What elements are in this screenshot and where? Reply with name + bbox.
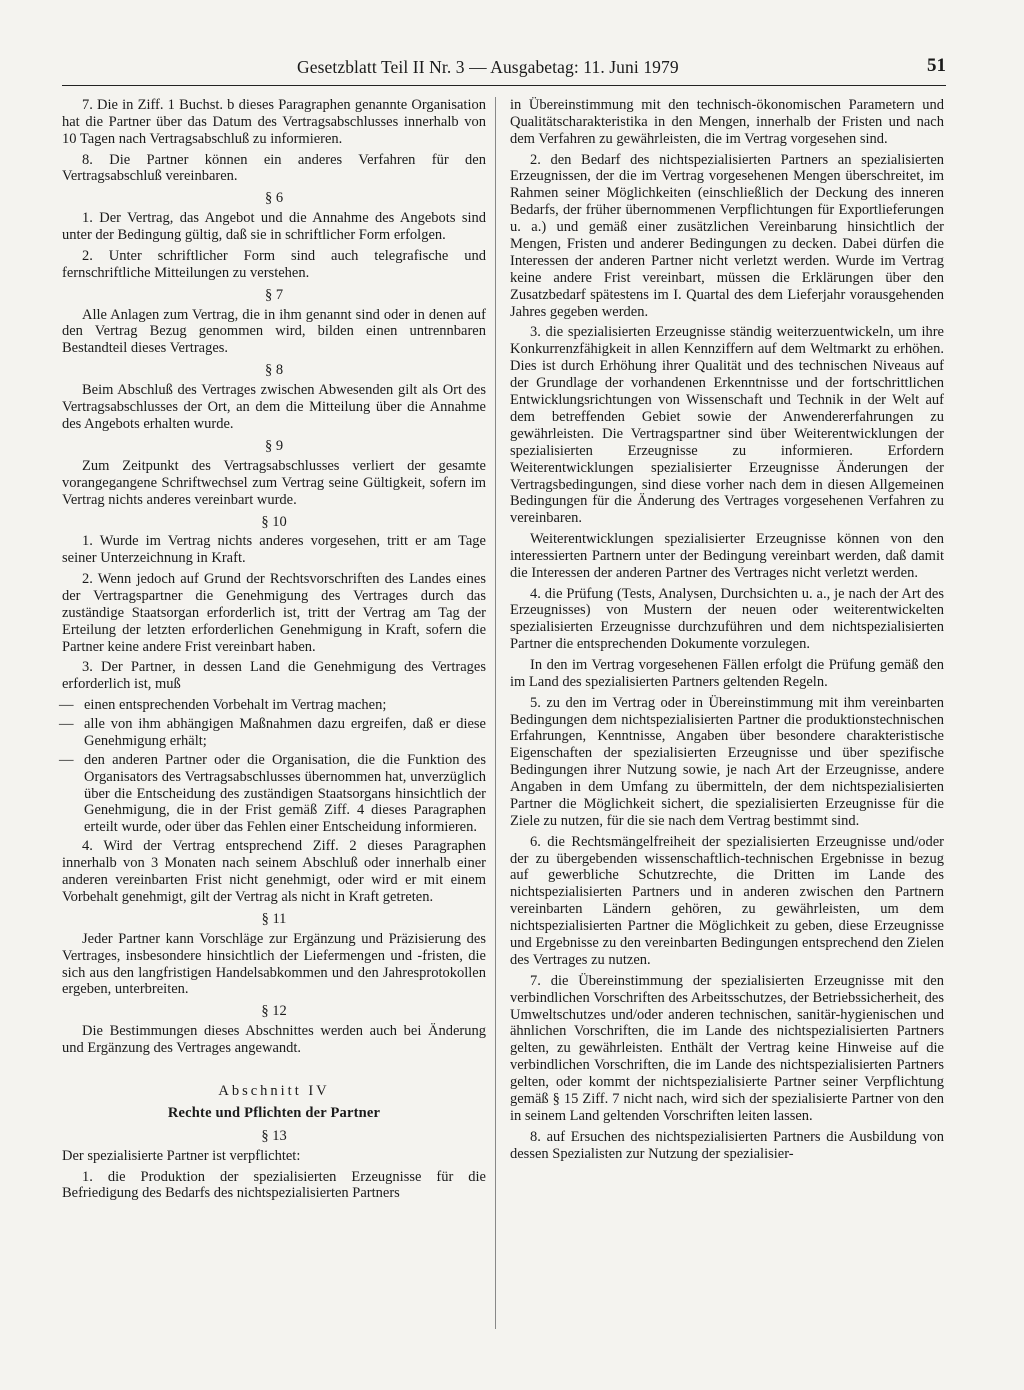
header-title: Gesetzblatt Teil II Nr. 3 — Ausgabetag: 11. Juni 1979 bbox=[297, 57, 679, 77]
section-heading-7: § 7 bbox=[264, 286, 284, 303]
list-item bbox=[59, 751, 486, 837]
paragraph: 4. die Prüfung (Tests, Analysen, Durchsichten u. a., je nach der Art des Erzeugnisses) von Mustern der neuen oder weiterentwickelten spezialisierten Erzeugnisse durchzuführen und dem nichtspezialisierten Partner die entsprechenden Dokumente vorzulegen. bbox=[510, 585, 944, 653]
section-heading-9: § 9 bbox=[264, 437, 284, 454]
list-item-text: den anderen Partner oder die Organisation, die die Funktion des Organisators des Vertragsabschlusses übernommen hat, unverzüglich über die Entscheidung des zuständigen Staatsorgans hinsichtlich der Genehmigung, die in der Frist gemäß Ziff. 4 dieses Paragraphen erteilt wurde, oder über das Fehlen einer Entscheidung informieren. bbox=[84, 751, 486, 836]
dash-bullet: — bbox=[59, 715, 74, 732]
paragraph: Der spezialisierte Partner ist verpflichtet: bbox=[62, 1147, 301, 1164]
section-heading-11: § 11 bbox=[261, 910, 287, 927]
paragraph: 7. Die in Ziff. 1 Buchst. b dieses Paragraphen genannte Organisation hat die Partner über das Datum des Vertragsabschlusses innerhalb von 10 Tagen nach Vertragsabschluß zu informieren. bbox=[62, 97, 486, 147]
list-item-text: alle von ihm abhängigen Maßnahmen dazu ergreifen, daß er diese Genehmigung erhält; bbox=[84, 715, 486, 749]
chapter-heading: Abschnitt IV bbox=[218, 1083, 330, 1100]
left-column bbox=[59, 97, 486, 1206]
paragraph: 6. die Rechtsmängelfreiheit der spezialisierten Erzeugnisse und/oder der zu übergebenden wissenschaftlich-technischen Ergebnisse in bezug auf gewerbliche Schutzrechte, die Dritten im Lande des nichtspezialisierten Partners und in anderen zwischen den Partnern vereinbarten Ländern gehören, zu gewährleisten, um dem nichtspezialisierten Partner die Möglichkeit zu geben, diese Erzeugnisse und Ergebnisse zu den vereinbarten Bedingungen entsprechend den Zielen des Vertrages zu nutzen. bbox=[510, 833, 944, 968]
paragraph: 2. Unter schriftlicher Form sind auch telegrafische und fernschriftliche Mitteilungen zu verstehen. bbox=[62, 247, 486, 281]
section-heading-10: § 10 bbox=[261, 513, 287, 530]
paragraph: Alle Anlagen zum Vertrag, die in ihm genannt sind oder in denen auf den Vertrag Bezug genommen wird, bilden einen untrennbaren Bestandteil dieses Vertrages. bbox=[62, 306, 486, 357]
dash-bullet: — bbox=[59, 696, 74, 713]
paragraph: 2. den Bedarf des nichtspezialisierten Partners an spezialisierten Erzeugnissen, der die im Vertrag vorgesehenen Mengen überschreitet, im Rahmen seiner Möglichkeiten (einschließlich der Deckung des inneren Bedarfs, der früher übernommenen Verpflichtungen für Exportlieferungen u. a.) und gemäß einer zusätzlichen Vereinbarung hinsichtlich der Mengen, Fristen und anderer Bedingungen zu decken. Dabei dürfen die Interessen der anderen Partner nicht verletzt werden. Wurde im Vertrag keine andere Frist vereinbart, müssen die Erklärungen über den Zusatzbedarf spätestens im I. Quartal des dem Lieferjahr vorausgehenden Jahres gegeben werden. bbox=[510, 151, 944, 320]
paragraph: 5. zu den im Vertrag oder in Übereinstimmung mit ihm vereinbarten Bedingungen dem nichtspezialisierten Partner die produktionstechnischen Erfahrungen, Kenntnisse, Angaben über besondere charakteristische Eigenschaften der spezialisierten Erzeugnisse und über spezifische Bedingungen ihrer Nutzung sowie, je nach Art der Erzeugnisse, andere Angaben in dem Umfang zu übermitteln, der dem nichtspezialisierten Partner die Möglichkeit sichert, die spezialisierten Erzeugnisse für die Ziele zu nutzen, für die sie nach dem Vertrag bestimmt sind. bbox=[510, 694, 944, 829]
paragraph: 4. Wird der Vertrag entsprechend Ziff. 2 dieses Paragraphen innerhalb von 3 Monaten nach seinem Abschluß oder innerhalb einer anderen vereinbarten Frist nicht genehmigt, oder wird er mit einem Vorbehalt genehmigt, gilt der Vertrag als nicht in Kraft getreten. bbox=[62, 838, 486, 905]
chapter-title: Rechte und Pflichten der Partner bbox=[167, 1105, 381, 1122]
list-item-text: einen entsprechenden Vorbehalt im Vertrag machen; bbox=[84, 696, 387, 713]
section-heading-13: § 13 bbox=[261, 1127, 287, 1144]
section-heading-6: § 6 bbox=[264, 190, 284, 207]
list-item bbox=[59, 715, 486, 750]
paragraph: Jeder Partner kann Vorschläge zur Ergänzung und Präzisierung des Vertrages, insbesondere hinsichtlich der Liefermengen und -fristen, die sich aus den langfristigen Handelsabkommen und den Jahresprotokollen ergeben, unterbreiten. bbox=[62, 930, 486, 998]
section-heading-8: § 8 bbox=[264, 362, 284, 379]
paragraph: 1. die Produktion der spezialisierten Erzeugnisse für die Befriedigung des Bedarfs des nichtspezialisierten Partners bbox=[62, 1168, 486, 1202]
section-heading-12: § 12 bbox=[261, 1003, 287, 1020]
page-number: 51 bbox=[927, 55, 946, 76]
paragraph: 3. Der Partner, in dessen Land die Genehmigung des Vertrages erforderlich ist, muß bbox=[62, 659, 486, 693]
paragraph: In den im Vertrag vorgesehenen Fällen erfolgt die Prüfung gemäß den im Land des spezialisierten Partners geltenden Regeln. bbox=[510, 656, 944, 690]
paragraph: 8. Die Partner können ein anderes Verfahren für den Vertragsabschluß vereinbaren. bbox=[62, 151, 486, 185]
paragraph: Beim Abschluß des Vertrages zwischen Abwesenden gilt als Ort des Vertragsabschlusses der Ort, an dem die Mitteilung über die Annahme des Angebots erhalten wurde. bbox=[62, 382, 486, 432]
paragraph: 8. auf Ersuchen des nichtspezialisierten Partners die Ausbildung von dessen Spezialisten zur Nutzung der spezialisier- bbox=[510, 1128, 944, 1162]
list-item bbox=[59, 696, 486, 714]
dash-bullet: — bbox=[59, 751, 74, 768]
paragraph: 1. Wurde im Vertrag nichts anderes vorgesehen, tritt er am Tage seiner Unterzeichnung in Kraft. bbox=[62, 533, 486, 567]
paragraph: 2. Wenn jedoch auf Grund der Rechtsvorschriften des Landes eines der Vertragspartner die Genehmigung des Vertrages durch das zuständige Staatsorgan erforderlich ist, tritt der Vertrag am Tag der Erteilung der letzten erforderlichen Genehmigung in Kraft, sofern die Partner keine andere Frist vereinbart haben. bbox=[62, 571, 486, 655]
right-column bbox=[510, 97, 944, 1166]
column-divider bbox=[495, 97, 496, 1329]
paragraph: 1. Der Vertrag, das Angebot und die Annahme des Angebots sind unter der Bedingung gültig, daß sie in schriftlicher Form erfolgen. bbox=[62, 210, 486, 244]
paragraph: in Übereinstimmung mit den technisch-ökonomischen Parametern und Qualitätscharakteristika in den Mengen, innerhalb der Fristen und nach dem Verfahren zu gewährleisten, die im Vertrag vorgesehen sind. bbox=[510, 97, 944, 147]
paragraph: 7. die Übereinstimmung der spezialisierten Erzeugnisse mit den verbindlichen Vorschriften des Arbeitsschutzes, der Betriebssicherheit, des Umweltschutzes und/oder anderen technischen, sanitär-hygienischen und ähnlichen Vorschriften, die im Lande des nichtspezialisierten Partners gelten, zu gewährleisten. Enthält der Vertrag keine Hinweise auf die verbindlichen Vorschriften, die im Lande des nichtspezialisierten Partners gelten, oder kommt der nichtspezialisierte Partner seiner Verpflichtung gemäß § 15 Ziff. 7 nicht nach, wird sich der spezialisierte Partner von den in seinem Land geltenden Vorschriften leiten lassen. bbox=[510, 972, 944, 1124]
paragraph: Die Bestimmungen dieses Abschnittes werden auch bei Änderung und Ergänzung des Vertrages angewandt. bbox=[62, 1023, 486, 1057]
page-header bbox=[62, 55, 946, 86]
paragraph: Weiterentwicklungen spezialisierter Erzeugnisse können von den interessierten Partnern unter der Bedingung vereinbart werden, daß damit die Interessen der anderen Partner des Vertrages nicht verletzt werden. bbox=[510, 531, 944, 581]
paragraph: Zum Zeitpunkt des Vertragsabschlusses verliert der gesamte vorangegangene Schriftwechsel zum Vertrag seine Gültigkeit, sofern im Vertrag nichts anderes vereinbart wurde. bbox=[62, 457, 486, 508]
paragraph: 3. die spezialisierten Erzeugnisse ständig weiterzuentwickeln, um ihre Konkurrenzfähigkeit in allen Kennziffern auf dem Weltmarkt zu erhöhen. Dies ist durch Erhöhung ihrer Qualität und des technischen Niveaus auf der Grundlage der vorhandenen Erkenntnisse und der fortschrittlichen Entwicklungsrichtungen von Wissenschaft und Technik in der Welt auf dem betreffenden Gebiet sowie der Anwendererfahrungen zu gewährleisten. Die Vertragspartner sind über Weiterentwicklungen der spezialisierten Erzeugnisse zu informieren. Erfordern Weiterentwicklungen spezialisierter Erzeugnisse Änderungen der Vertragsbedingungen, sind diese vorher nach dem in diesen Allgemeinen Bedingungen für die Änderung des Vertrages vorgesehenen Verfahren zu vereinbaren. bbox=[510, 324, 944, 527]
